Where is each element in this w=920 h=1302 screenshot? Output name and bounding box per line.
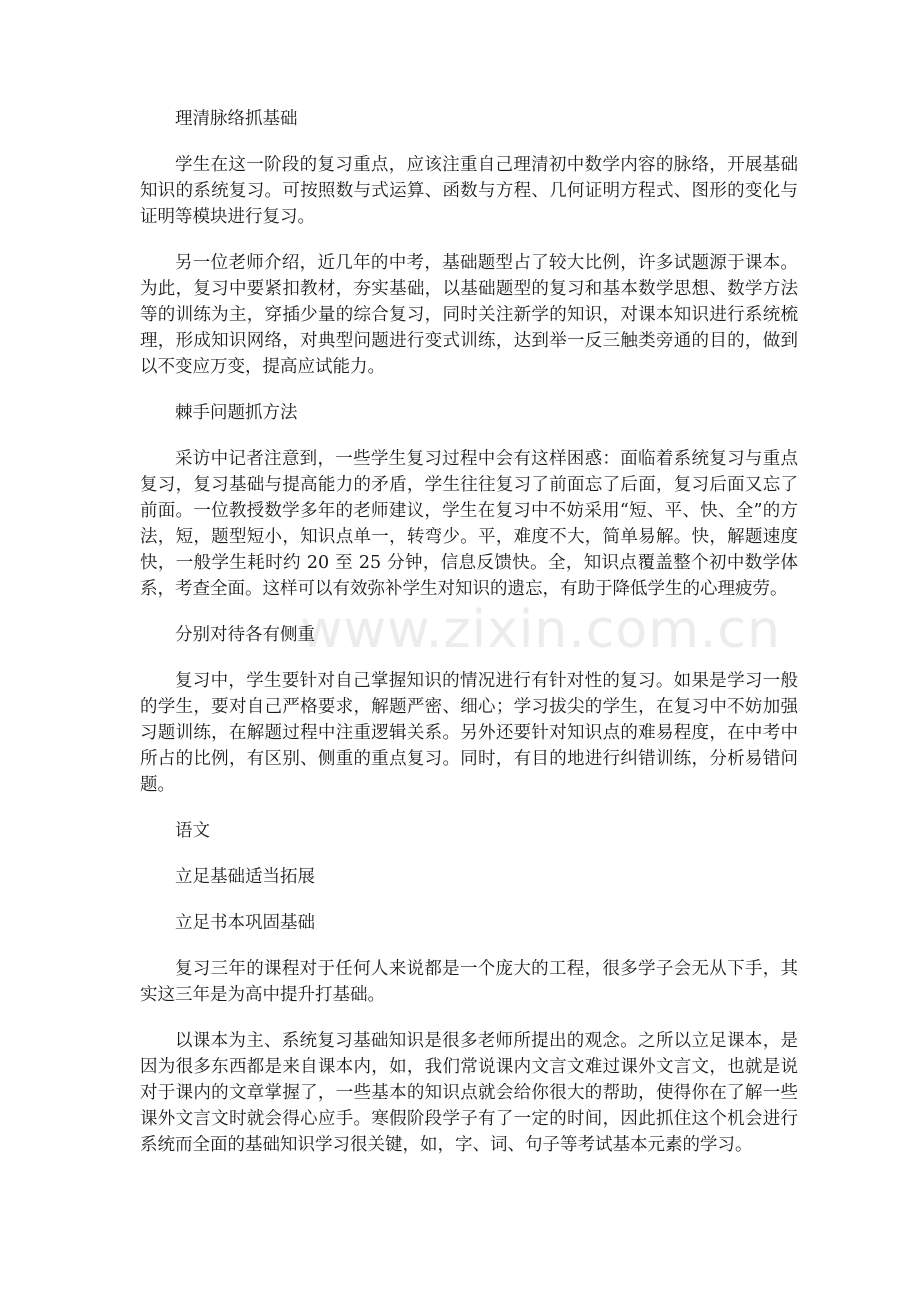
section-heading-chinese-1: 立足基础适当拓展 xyxy=(175,867,315,887)
watermark: www.zixin.com.cn xyxy=(300,600,781,660)
paragraph-6: 以课本为主、系统复习基础知识是很多老师所提出的观念。之所以立足课本，是因为很多东西都是来自课本内，如，我们常说课内文言文难过课外文言文，也就是说对于课内的文章掌握了，一些基本的知识点就会给你很大的帮助，使得你在了解一些课外文言文时就会得心应手。寒假阶段学子有了一定的时间，因此抓住这个机会进行系统而全面的基础知识学习很关键，如，字、词、句子等考试基本元素的学习。 xyxy=(140,1031,798,1155)
paragraph-4: 复习中，学生要针对自己掌握知识的情况进行有针对性的复习。如果是学习一般的学生，要对自己严格要求，解题严密、细心；学习拔尖的学生，在复习中不妨加强习题训练，在解题过程中注重逻辑关系。另外还要针对知识点的难易程度，在中考中所占的比例，有区别、侧重的重点复习。同时，有目的地进行纠错训练，分析易错问题。 xyxy=(140,671,798,795)
section-heading-chinese-2: 立足书本巩固基础 xyxy=(175,913,315,933)
section-heading-math-2: 棘手问题抓方法 xyxy=(175,403,298,423)
section-heading-math-1: 理清脉络抓基础 xyxy=(175,109,298,129)
paragraph-1: 学生在这一阶段的复习重点，应该注重自己理清初中数学内容的脉络，开展基础知识的系统复习。可按照数与式运算、函数与方程、几何证明方程式、图形的变化与证明等模块进行复习。 xyxy=(140,155,798,227)
paragraph-3: 采访中记者注意到，一些学生复习过程中会有这样困惑：面临着系统复习与重点复习，复习基础与提高能力的矛盾，学生往往复习了前面忘了后面，复习后面又忘了前面。一位教授数学多年的老师建议，学生在复习中不妨采用“短、平、快、全”的方法，短，题型短小，知识点单一，转弯少。平，难度不大，简单易解。快，解题速度快，一般学生耗时约 20 至 25 分钟，信息反馈快。全，知识点覆盖整个初中数学体系，考查全面。这样可以有效弥补学生对知识的遗忘，有助于降低学生的心理疲劳。 xyxy=(140,449,798,599)
paragraph-5: 复习三年的课程对于任何人来说都是一个庞大的工程，很多学子会无从下手，其实这三年是为高中提升打基础。 xyxy=(140,959,798,1005)
paragraph-2: 另一位老师介绍，近几年的中考，基础题型占了较大比例，许多试题源于课本。为此，复习中要紧扣教材，夯实基础，以基础题型的复习和基本数学思想、数学方法等的训练为主，穿插少量的综合复习，同时关注新学的知识，对课本知识进行系统梳理，形成知识网络，对典型问题进行变式训练，达到举一反三触类旁通的目的，做到以不变应万变，提高应试能力。 xyxy=(140,253,798,377)
section-heading-math-3: 分别对待各有侧重 xyxy=(175,625,315,645)
document-body xyxy=(140,106,798,1178)
subject-heading-chinese: 语文 xyxy=(175,821,210,841)
